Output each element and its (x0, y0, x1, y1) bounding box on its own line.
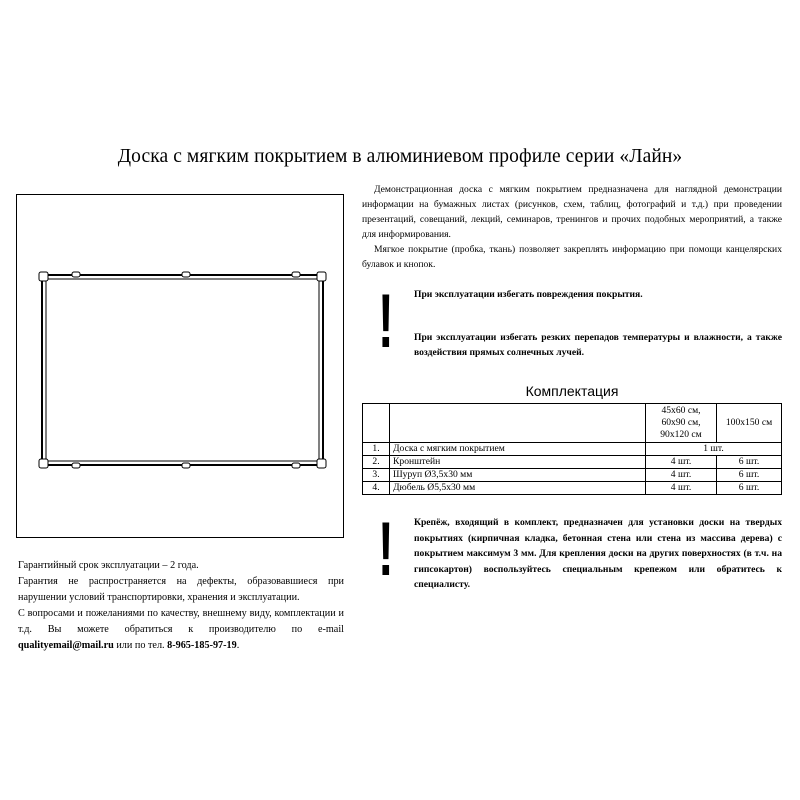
warranty-exclusions: Гарантия не распространяется на дефекты, образовавшиеся при нарушении условий транспортировки, хранения и эксплуатации. (18, 576, 344, 603)
contacts-text: С вопросами и пожеланиями по качеству, внешнему виду, комплектации и т.д. Вы можете обратиться к производителю по e-mail (18, 608, 344, 635)
row-number: 1. (363, 443, 390, 456)
table-row (363, 443, 782, 456)
contacts-text-end: . (236, 640, 240, 651)
row-qty-large: 6 шт. (717, 456, 782, 469)
warranty-period: Гарантийный срок эксплуатации – 2 года. (18, 560, 199, 571)
row-item: Шуруп Ø3,5х30 мм (390, 469, 646, 482)
table-row (363, 456, 782, 469)
intro-paragraph-2: Мягкое покрытие (пробка, ткань) позволяет закреплять информацию при помощи канцелярских булавок и кнопок. (362, 244, 782, 270)
row-qty-small: 4 шт. (646, 469, 717, 482)
row-number: 2. (363, 456, 390, 469)
table-row (363, 482, 782, 495)
kit-table-header (363, 404, 782, 443)
warranty-contacts (18, 606, 344, 654)
mounting-note: Крепёж, входящий в комплект, предназначен для установки доски на твердых покрытиях (кирпичная кладка, бетонная стена или стена из массива дерева) с покрытием максимум 3 мм. Для крепления доски на других поверхностях (в т.ч. на гипсокартон) воспользуйтесь специальным крепежом или обратитесь к специалисту. (414, 517, 782, 590)
kit-header-number (363, 404, 390, 443)
intro-text (362, 182, 782, 272)
warning-damage: При эксплуатации избегать повреждения покрытия. (414, 289, 643, 300)
row-qty-small: 4 шт. (646, 456, 717, 469)
warning-temperature: При эксплуатации избегать резких перепадов температуры и влажности, а также воздействия прямых солнечных лучей. (414, 332, 782, 358)
kit-header-item (390, 404, 646, 443)
exclamation-icon: ! (378, 279, 394, 364)
warranty-text (18, 558, 344, 654)
table-row (363, 469, 782, 482)
intro-paragraph-1: Демонстрационная доска с мягким покрытием предназначена для наглядной демонстрации информации на бумажных листах (рисунков, схем, таблиц, фотографий и т.д.) при проведении презентаций, совещаний, лекций, семинаров, тренингов и прочих подобных мероприятий, а также для информирования. (362, 184, 782, 240)
kit-header-size-large: 100х150 см (717, 404, 782, 443)
kit-table (362, 403, 782, 495)
row-number: 4. (363, 482, 390, 495)
row-item: Кронштейн (390, 456, 646, 469)
page-title: Доска с мягким покрытием в алюминиевом профиле серии «Лайн» (117, 146, 683, 167)
board-illustration-frame (16, 194, 344, 538)
contact-phone: 8-965-185-97-19 (167, 640, 237, 651)
contacts-text-mid: или по тел. (113, 640, 168, 651)
exclamation-icon: ! (378, 507, 394, 592)
row-qty-large: 6 шт. (717, 482, 782, 495)
board-drawing (17, 195, 343, 537)
contact-email: qualityemail@mail.ru (18, 640, 114, 651)
row-qty-large: 6 шт. (717, 469, 782, 482)
row-qty: 1 шт. (646, 443, 782, 456)
kit-header-size-small: 45х60 см, 60х90 см, 90х120 см (646, 404, 717, 443)
row-number: 3. (363, 469, 390, 482)
row-item: Доска с мягким покрытием (390, 443, 646, 456)
row-qty-small: 4 шт. (646, 482, 717, 495)
kit-title: Комплектация (525, 383, 619, 399)
row-item: Дюбель Ø5,5х30 мм (390, 482, 646, 495)
